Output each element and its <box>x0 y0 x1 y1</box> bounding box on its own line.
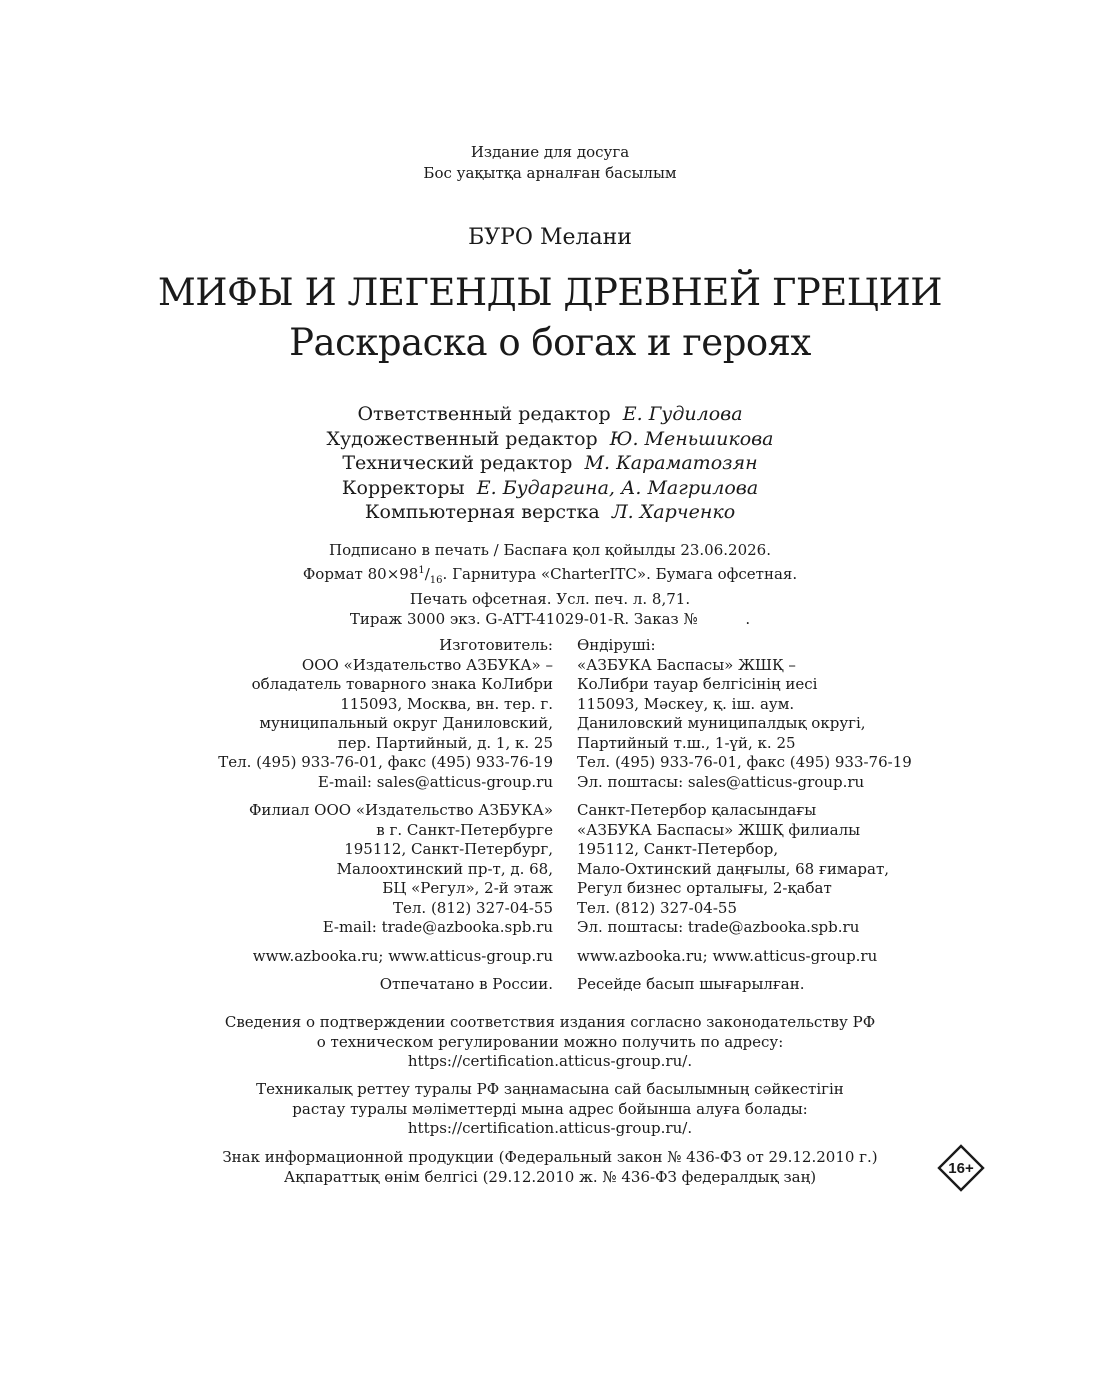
credit-person: Е. Гудилова <box>622 403 743 425</box>
print-info <box>0 541 1100 629</box>
branch-line: Филиал ООО «Издательство АЗБУКА» <box>248 801 553 819</box>
credit-line <box>0 476 1100 501</box>
print-run: Тираж 3000 экз. G-ATT-41029-01-R. Заказ № . <box>349 609 751 628</box>
branch-line: E-mail: trade@azbooka.spb.ru <box>322 918 553 936</box>
manufacturer-line: Изготовитель: <box>439 636 553 654</box>
credit-role: Художественный редактор <box>326 427 598 450</box>
credit-person: М. Караматозян <box>584 452 758 474</box>
manufacturer-line: Тел. (495) 933-76-01, факс (495) 933-76-19 <box>218 753 553 771</box>
credit-role: Технический редактор <box>342 452 573 474</box>
credit-role: Компьютерная верстка <box>364 501 600 523</box>
manufacturer-line: Даниловский муниципалдық округі, <box>577 714 866 732</box>
manufacturer-line: КоЛибри тауар белгісінің иесі <box>577 675 818 693</box>
branch-line: 195112, Санкт-Петербург, <box>344 840 553 858</box>
print-type: Печать офсетная. Усл. печ. л. 8,71. <box>409 590 691 608</box>
websites-kz: www.azbooka.ru; www.atticus-group.ru <box>577 946 878 965</box>
certification-url: https://certification.atticus-group.ru/. <box>407 1052 693 1070</box>
certification-line: Сведения о подтверждении соответствия издания согласно законодательству РФ <box>224 1013 876 1031</box>
branch-line: «АЗБУКА Баспасы» ЖШҚ филиалы <box>577 820 861 839</box>
credit-line <box>0 500 1100 525</box>
certification-ru <box>0 1013 1100 1072</box>
manufacturer-line: обладатель товарного знака КоЛибри <box>251 675 553 693</box>
branch-line: Тел. (812) 327-04-55 <box>393 898 553 917</box>
manufacturer-line: ООО «Издательство АЗБУКА» – <box>301 655 553 674</box>
edition-type <box>0 142 1100 184</box>
manufacturer-kz <box>577 636 912 792</box>
format-suffix: . Гарнитура «CharterITC». Бумага офсетная. <box>442 564 798 583</box>
manufacturer-line: Эл. поштасы: sales@atticus-group.ru <box>577 772 865 791</box>
branch-line: БЦ «Регул», 2-й этаж <box>382 879 553 897</box>
age-rating-label: 16+ <box>948 1160 974 1177</box>
credit-role: Ответственный редактор <box>357 403 611 425</box>
publisher-column-ru <box>218 636 553 995</box>
printed-in-ru: Отпечатано в России. <box>379 975 553 993</box>
format-numerator: 1 <box>418 564 425 576</box>
branch-line: 195112, Санкт-Петербор, <box>577 840 779 858</box>
manufacturer-line: Тел. (495) 933-76-01, факс (495) 933-76-19 <box>577 753 912 771</box>
credit-person: Ю. Меньшикова <box>609 427 774 450</box>
credits-list <box>0 402 1100 525</box>
manufacturer-ru <box>218 636 553 792</box>
branch-line: Санкт-Петербор қаласындағы <box>577 801 817 819</box>
publisher-column-kz <box>577 636 912 995</box>
author-name: БУРО Мелани <box>468 225 632 250</box>
credit-line <box>0 427 1100 452</box>
info-sign-ru: Знак информационной продукции (Федеральный закон № 436-ФЗ от 29.12.2010 г.) <box>222 1148 878 1166</box>
manufacturer-line: пер. Партийный, д. 1, к. 25 <box>337 733 553 752</box>
certification-url: https://certification.atticus-group.ru/. <box>407 1119 693 1137</box>
branch-line: Регул бизнес орталығы, 2-қабат <box>577 879 832 897</box>
credit-role: Корректоры <box>341 476 465 499</box>
credit-person: Е. Бударгина, А. Магрилова <box>476 476 759 499</box>
certification-kz <box>0 1080 1100 1139</box>
manufacturer-line: 115093, Москва, вн. тер. г. <box>340 694 553 713</box>
branch-line: Мало-Охтинский даңғылы, 68 ғимарат, <box>577 859 890 878</box>
manufacturer-line: Өндіруші: <box>577 636 656 654</box>
credit-line <box>0 402 1100 427</box>
credit-person: Л. Харченко <box>611 501 736 523</box>
certification-line: о техническом регулировании можно получить по адресу: <box>316 1032 784 1051</box>
branch-line: Малоохтинский пр-т, д. 68, <box>336 859 553 878</box>
manufacturer-line: E-mail: sales@atticus-group.ru <box>317 772 553 791</box>
certification-line: растау туралы мәліметтерді мына адрес бойынша алуға болады: <box>292 1099 808 1118</box>
certification-line: Техникалық реттеу туралы РФ заңнамасына сай басылымның сәйкестігін <box>256 1080 844 1098</box>
format-denominator: 16 <box>429 574 443 586</box>
manufacturer-line: «АЗБУКА Баспасы» ЖШҚ – <box>577 655 796 674</box>
branch-line: в г. Санкт-Петербурге <box>376 820 553 839</box>
info-sign-kz: Ақпараттық өнім белгісі (29.12.2010 ж. № 436-ФЗ федералдық заң) <box>283 1167 817 1186</box>
printed-in-kz: Ресейде басып шығарылған. <box>577 975 805 993</box>
info-product-sign <box>0 1148 1100 1187</box>
age-rating-icon <box>937 1144 985 1192</box>
websites-ru: www.azbooka.ru; www.atticus-group.ru <box>252 946 553 965</box>
book-title: МИФЫ И ЛЕГЕНДЫ ДРЕВНЕЙ ГРЕЦИИ <box>157 271 943 314</box>
edition-type-kz: Бос уақытқа арналған басылым <box>423 164 677 182</box>
branch-ru <box>218 801 553 938</box>
book-subtitle: Раскраска о богах и героях <box>289 321 811 364</box>
branch-line: Тел. (812) 327-04-55 <box>577 898 737 917</box>
edition-type-ru: Издание для досуга <box>470 143 630 161</box>
print-format: Формат $80\times 98^1/_{16}$. Гарнитура «CharterITC». Бумага офсетная. <box>302 564 798 586</box>
manufacturer-line: Партийный т.ш., 1-үй, к. 25 <box>577 733 796 752</box>
manufacturer-line: 115093, Мәскеу, қ. іш. аум. <box>577 694 795 713</box>
branch-line: Эл. поштасы: trade@azbooka.spb.ru <box>577 918 860 936</box>
print-signed: Подписано в печать / Баспаға қол қойылды 23.06.2026. <box>329 541 771 559</box>
credit-line <box>0 451 1100 476</box>
format-prefix: Формат 80×98 <box>302 564 419 583</box>
manufacturer-line: муниципальный округ Даниловский, <box>259 714 553 732</box>
branch-kz <box>577 801 912 938</box>
